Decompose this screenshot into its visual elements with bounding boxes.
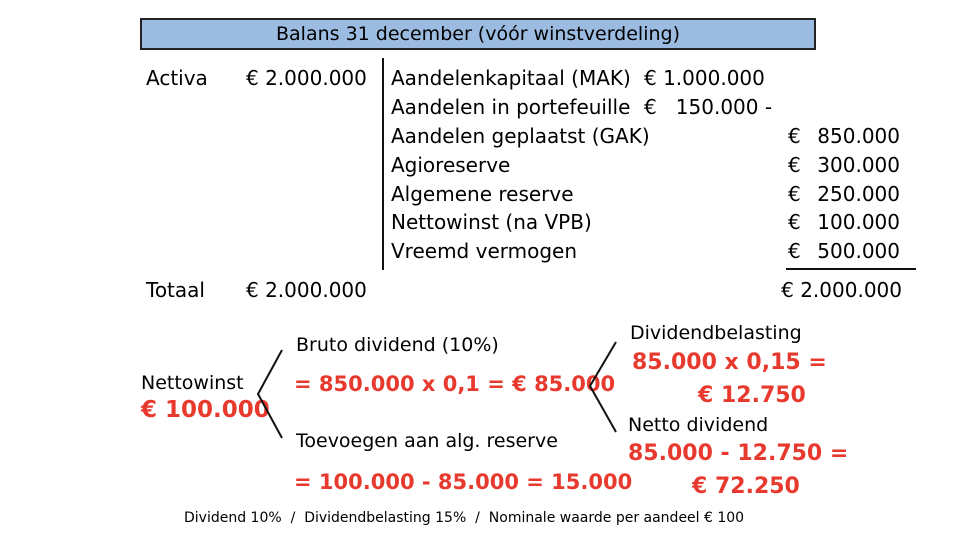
nettowinst-label: Nettowinst <box>141 372 244 394</box>
portefeuille-label: Aandelen in portefeuille <box>391 95 631 119</box>
portefeuille-value: € 150.000 - <box>644 95 773 119</box>
activa-value: € 2.000.000 <box>246 66 367 90</box>
mak-label: Aandelenkapitaal (MAK) <box>391 66 631 90</box>
toevoegen-label: Toevoegen aan alg. reserve <box>296 430 558 452</box>
gak-label: Aandelen geplaatst (GAK) <box>391 124 650 148</box>
toevoegen-calc: = 100.000 - 85.000 = 15.000 <box>294 470 633 494</box>
footer-note: Dividend 10% / Dividendbelasting 15% / Nominale waarde per aandeel € 100 <box>184 510 745 526</box>
dividendbelasting-calc-line2: € 12.750 <box>698 383 806 408</box>
balance-title-bar <box>140 18 816 50</box>
vreemd-vermogen-currency: € <box>788 239 801 263</box>
netto-dividend-label: Netto dividend <box>628 414 769 436</box>
mak-value: € 1.000.000 <box>644 66 765 90</box>
algemene-reserve-currency: € <box>788 182 801 206</box>
agio-label: Agioreserve <box>391 153 511 177</box>
agio-currency: € <box>788 153 801 177</box>
bracket-left <box>250 346 290 446</box>
nettowinst-vpb-value: 100.000 <box>817 210 900 234</box>
vreemd-vermogen-label: Vreemd vermogen <box>391 239 578 263</box>
vreemd-vermogen-value: 500.000 <box>817 239 900 263</box>
bruto-dividend-label: Bruto dividend (10%) <box>296 334 499 356</box>
passiva-subtotal-line <box>786 268 916 270</box>
dividendbelasting-label: Dividendbelasting <box>630 322 802 344</box>
dividendbelasting-calc-line1: 85.000 x 0,15 = <box>632 350 827 375</box>
algemene-reserve-value: 250.000 <box>817 182 900 206</box>
nettowinst-vpb-label: Nettowinst (na VPB) <box>391 210 592 234</box>
totaal-label: Totaal <box>146 278 205 302</box>
balance-title: Balans 31 december (vóór winstverdeling) <box>276 23 680 45</box>
nettowinst-value: € 100.000 <box>141 397 270 423</box>
activa-label: Activa <box>146 66 208 90</box>
algemene-reserve-label: Algemene reserve <box>391 182 574 206</box>
agio-value: 300.000 <box>817 153 900 177</box>
bruto-dividend-calc: = 850.000 x 0,1 = € 85.000 <box>294 372 616 396</box>
nettowinst-vpb-currency: € <box>788 210 801 234</box>
gak-value: 850.000 <box>817 124 900 148</box>
netto-dividend-calc-line1: 85.000 - 12.750 = <box>628 441 849 466</box>
gak-currency: € <box>788 124 801 148</box>
totaal-left-value: € 2.000.000 <box>246 278 367 302</box>
totaal-right-value: € 2.000.000 <box>781 278 902 302</box>
t-account-vertical-line <box>382 58 384 270</box>
netto-dividend-calc-line2: € 72.250 <box>692 474 800 499</box>
bracket-right <box>584 340 624 440</box>
